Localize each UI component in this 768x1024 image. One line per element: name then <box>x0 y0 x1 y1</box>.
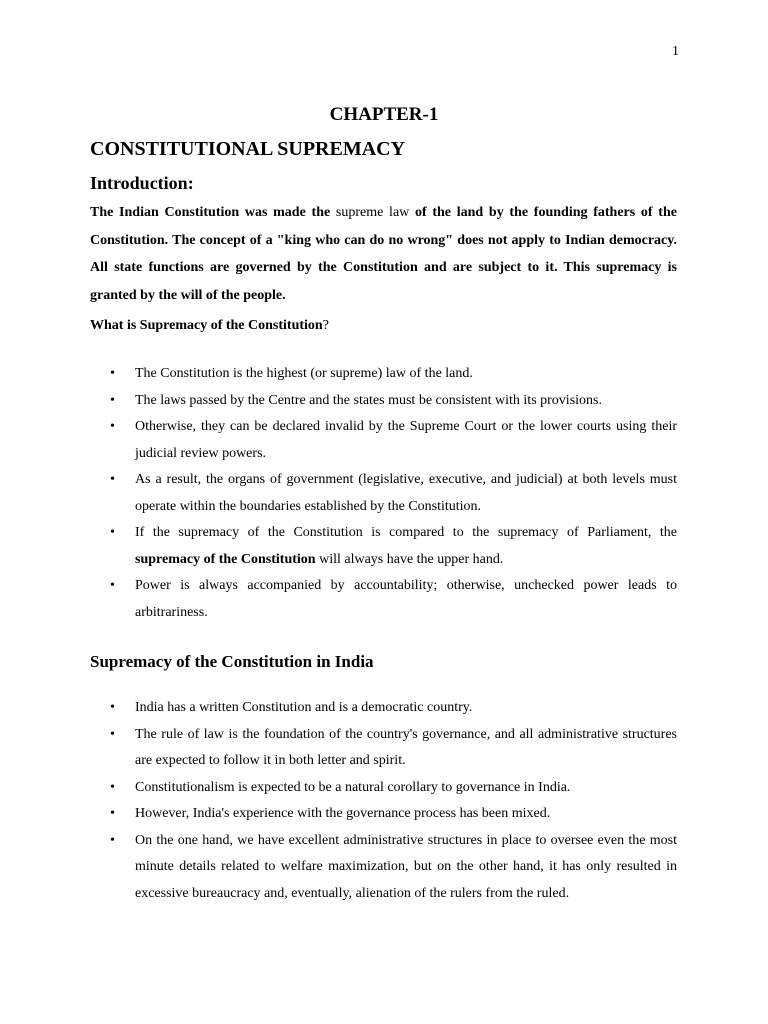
question-bold: What is Supremacy of the Constitution <box>90 318 323 333</box>
bullet-icon: • <box>110 472 115 487</box>
list-item-text: Power is always accompanied by accountability; otherwise, unchecked power leads to arbitrariness. <box>135 578 677 620</box>
bullet-icon: • <box>110 700 115 715</box>
page-number: 1 <box>672 44 679 59</box>
chapter-heading: CHAPTER-1 <box>329 104 439 125</box>
list-item-text-part-2: will always have the upper hand. <box>315 551 504 567</box>
list-item <box>90 414 677 467</box>
supremacy-bullet-list <box>90 361 677 626</box>
question-heading <box>90 318 329 334</box>
question-mark: ? <box>322 318 329 333</box>
list-item <box>90 467 677 520</box>
india-bullet-list <box>90 695 677 907</box>
bullet-icon: • <box>110 366 115 381</box>
bullet-icon: • <box>110 419 115 434</box>
list-item-text: As a result, the organs of government (legislative, executive, and judicial) at both levels must operate within the boundaries established by the Constitution. <box>135 472 677 514</box>
bullet-icon: • <box>110 525 115 540</box>
bullet-icon: • <box>110 832 115 848</box>
bullet-icon: • <box>110 806 115 821</box>
list-item <box>90 801 677 828</box>
list-item-text: Constitutionalism is expected to be a natural corollary to governance in India. <box>135 779 571 795</box>
bullet-icon: • <box>110 726 115 742</box>
intro-text-supreme-law: supreme law <box>335 205 410 220</box>
introduction-heading: Introduction: <box>90 173 194 193</box>
list-item-text-part-1: If the supremacy of the Constitution is compared to the supremacy of Parliament, the <box>135 525 677 540</box>
list-item-text-bold: supremacy of the Constitution <box>135 551 316 567</box>
list-item <box>90 388 677 415</box>
list-item-text: However, India's experience with the governance process has been mixed. <box>135 806 551 821</box>
list-item-text: The rule of law is the foundation of the country's governance, and all administrative structures are expected to follow it in both letter and spirit. <box>135 726 677 768</box>
list-item-text: India has a written Constitution and is a democratic country. <box>135 700 473 715</box>
bullet-icon: • <box>110 578 115 593</box>
list-item <box>90 695 677 722</box>
list-item <box>90 361 677 388</box>
list-item-text: On the one hand, we have excellent administrative structures in place to oversee even the most minute details related to welfare maximization, but on the other hand, it has only resulted in excessive bureaucracy and, eventually, alienation of the rulers from the ruled. <box>135 832 677 901</box>
list-item <box>90 573 677 626</box>
list-item <box>90 722 677 775</box>
intro-text-part-2: of the land by the founding fathers of the Constitution. The concept of a "king who can do no wrong" does not apply to Indian democracy. All state functions are governed by the Constitution and are subject to it. This supremacy is granted by the will of the people. <box>90 205 677 303</box>
list-item-text: Otherwise, they can be declared invalid by the Supreme Court or the lower courts using their judicial review powers. <box>135 419 677 461</box>
list-item <box>90 828 677 908</box>
list-item <box>90 520 677 573</box>
bullet-icon: • <box>110 779 115 795</box>
list-item <box>90 775 677 802</box>
bullet-icon: • <box>110 392 115 408</box>
section-heading: Supremacy of the Constitution in India <box>90 652 374 671</box>
list-item-text: The Constitution is the highest (or supreme) law of the land. <box>135 366 473 381</box>
intro-text-part-1: The Indian Constitution was made the <box>90 205 336 220</box>
introduction-paragraph <box>90 199 677 309</box>
page-title: CONSTITUTIONAL SUPREMACY <box>90 138 406 160</box>
list-item-text: The laws passed by the Centre and the states must be consistent with its provisions. <box>135 392 602 408</box>
